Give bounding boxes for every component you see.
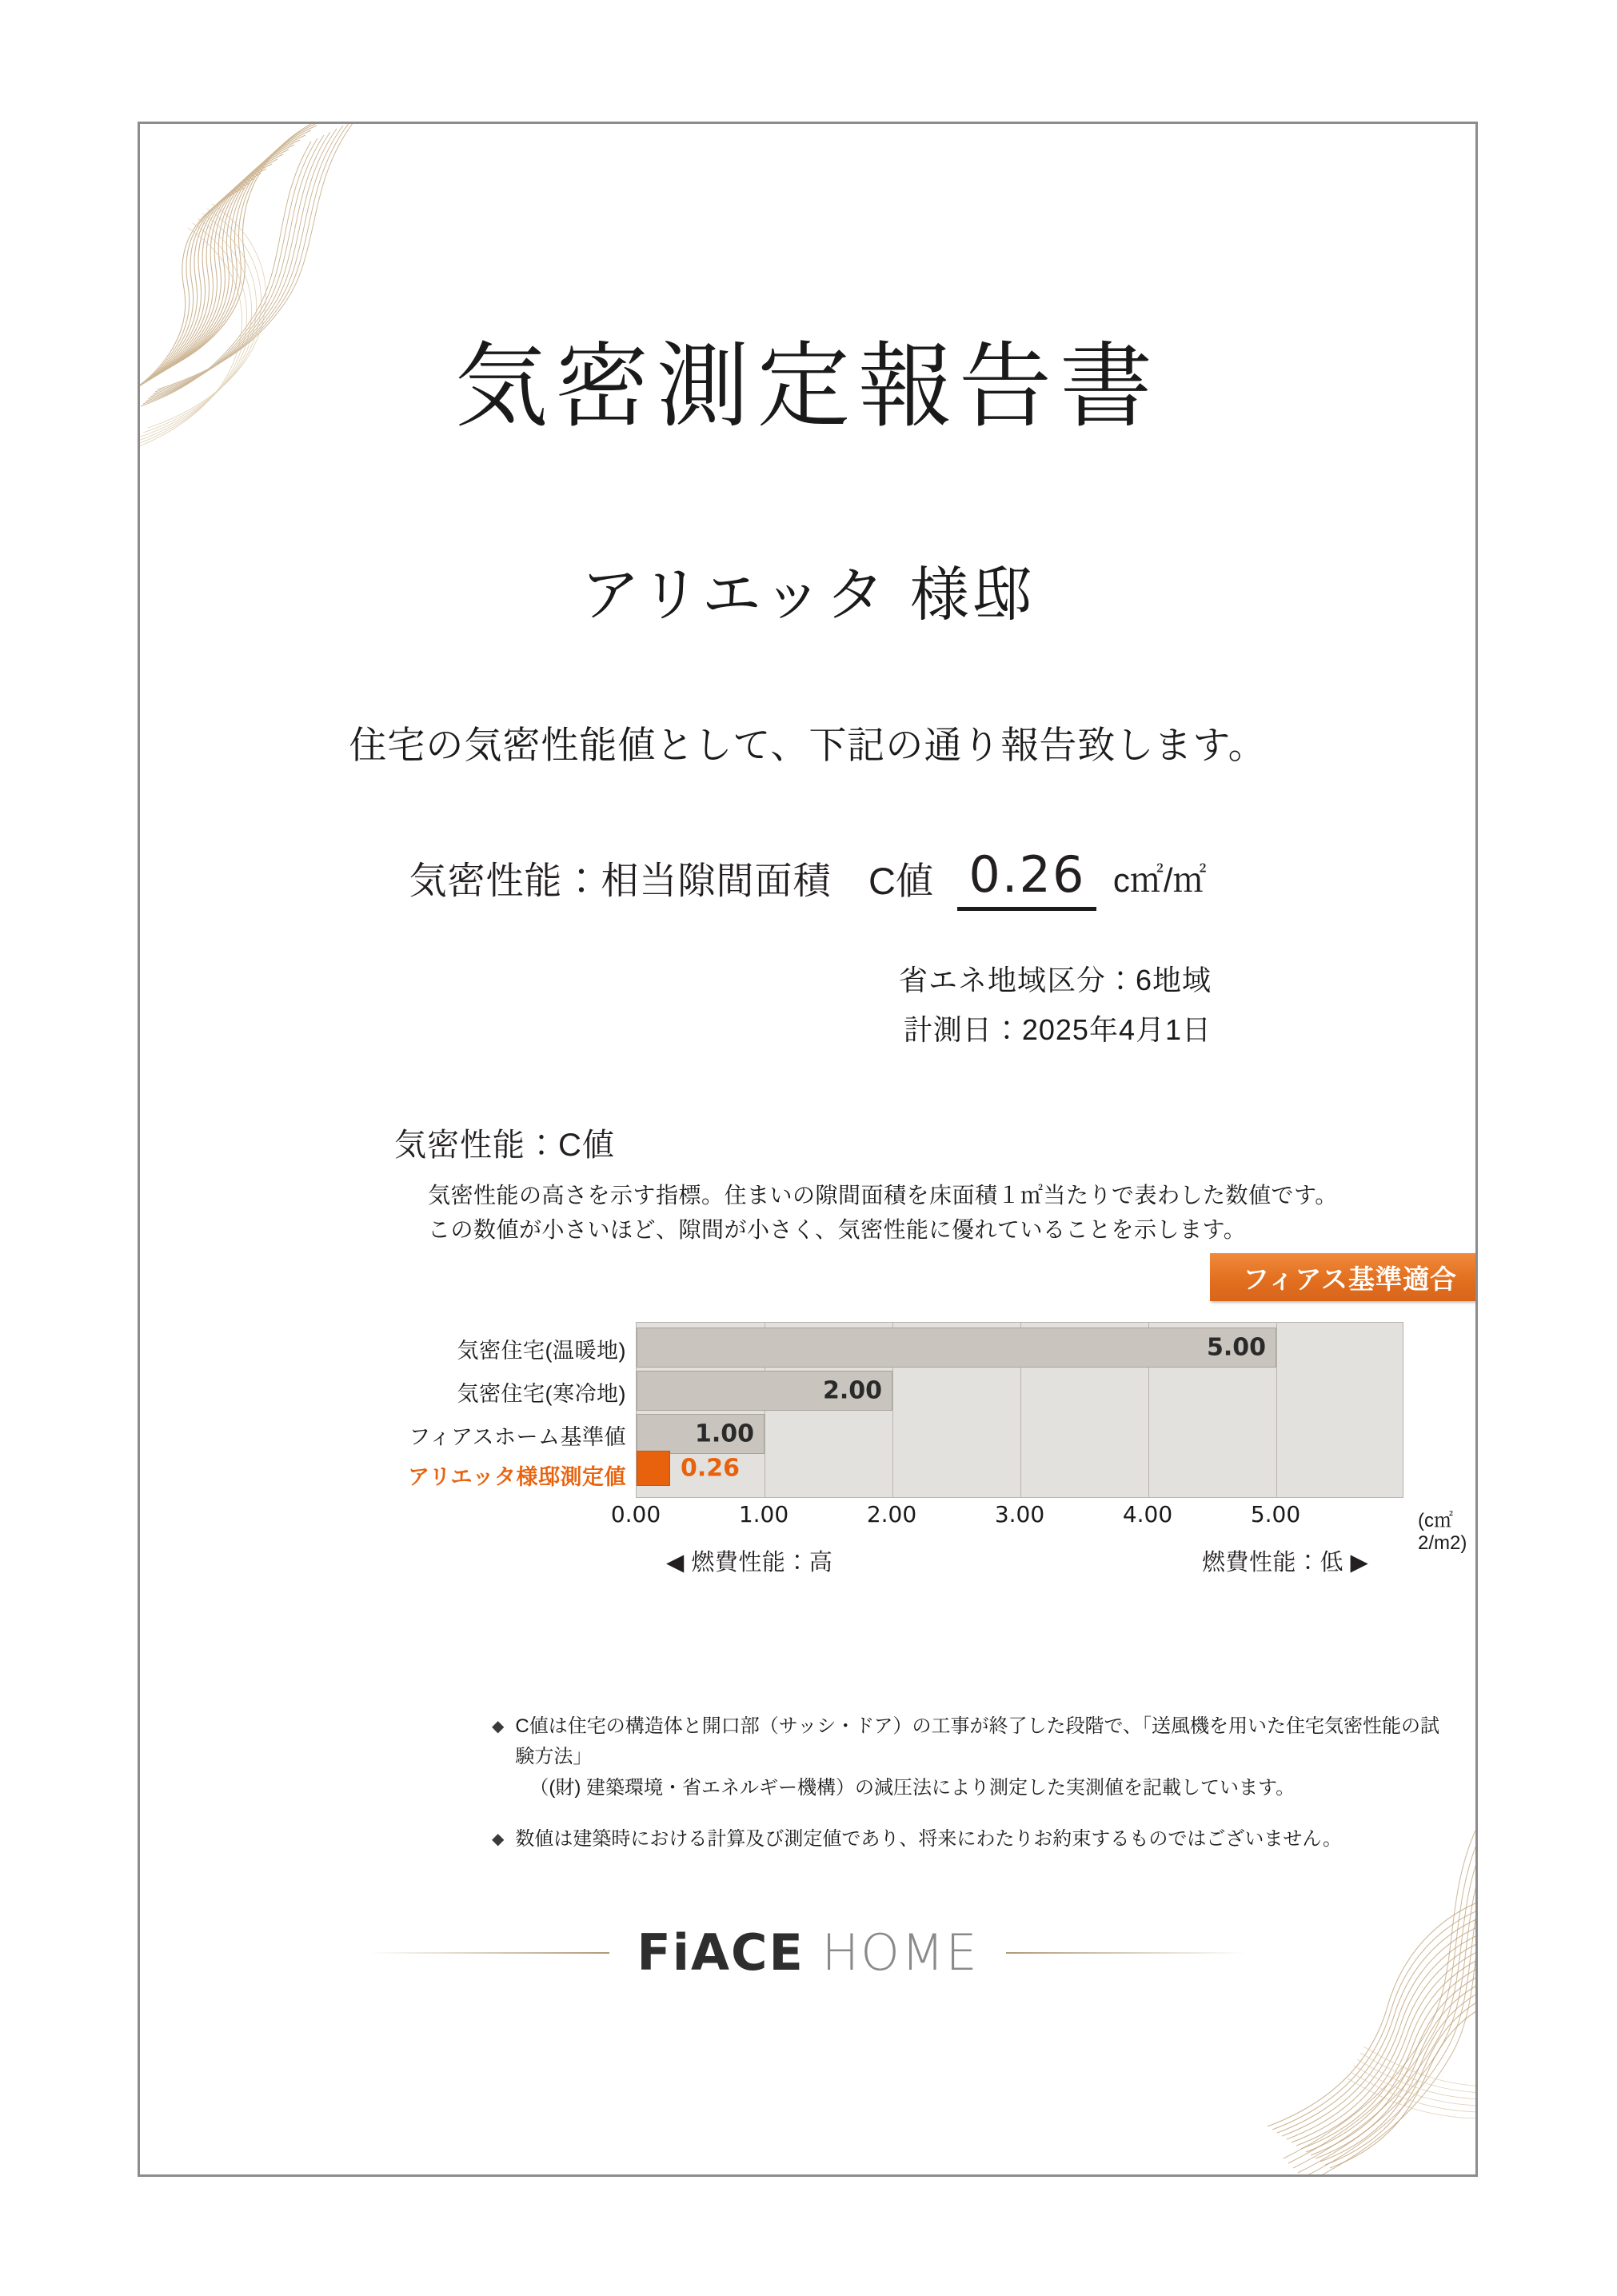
x-tick-0: 0.00 [610, 1501, 661, 1527]
bar-row-3 [637, 1451, 741, 1486]
bar-row-0 [637, 1328, 1276, 1368]
axis-note-left: ◀ 燃費性能：高 [666, 1550, 833, 1575]
page-title: 気密測定報告書 [455, 333, 1160, 441]
note-0-line-1: C値は住宅の構造体と開口部（サッシ・ドア）の工事が終了した段階で、「送風機を用いた住宅気密性能の試験方法」 [515, 1715, 1440, 1768]
result-label: 気密性能：相当隙間面積 [409, 859, 832, 902]
x-tick-2: 2.00 [866, 1501, 917, 1527]
bar-value-0: 5.00 [1206, 1333, 1266, 1362]
note-1-line-1: 数値は建築時における計算及び測定値であり、将来にわたりお約束するものではございません。 [515, 1828, 1342, 1851]
axis-note-right: 燃費性能：低 ▶ [1202, 1550, 1369, 1575]
bar-value-1: 2.00 [822, 1376, 882, 1405]
bar-row-2 [637, 1414, 765, 1454]
bar-value-2: 1.00 [694, 1420, 754, 1448]
brand-name-part2: HOME [821, 1923, 979, 1982]
x-tick-1: 1.00 [738, 1501, 789, 1527]
brand-name [637, 1923, 978, 1982]
diamond-icon: ◆ [492, 1718, 505, 1735]
brand-name-part1: FiACE [637, 1923, 805, 1982]
explanation-heading: 気密性能：C値 [394, 1128, 615, 1163]
note-body [515, 1711, 1451, 1803]
x-tick-4: 4.00 [1122, 1501, 1173, 1527]
category-label-0: 気密住宅(温暖地) [457, 1339, 626, 1363]
gridline-5 [1276, 1323, 1277, 1497]
diamond-icon: ◆ [492, 1831, 505, 1849]
report-page [138, 122, 1478, 2177]
x-tick-5: 5.00 [1250, 1501, 1301, 1527]
x-tick-3: 3.00 [994, 1501, 1045, 1527]
category-label-1: 気密住宅(寒冷地) [457, 1382, 626, 1406]
note-body [515, 1824, 1341, 1855]
category-label-2: フィアスホーム基準値 [409, 1425, 626, 1449]
bar-row-1 [637, 1371, 892, 1411]
chart-plot-area [636, 1322, 1403, 1498]
brand-rule-left [369, 1952, 609, 1954]
result-metric-name: C値 [868, 859, 933, 902]
category-label-3: アリエッタ様邸測定値 [408, 1465, 626, 1489]
region-classification: 省エネ地域区分：6地域 [898, 964, 1212, 996]
explanation-line-2: この数値が小さいほど、隙間が小さく、気密性能に優れていることを示します。 [428, 1217, 1247, 1243]
result-value: 0.26 [957, 845, 1096, 911]
brand-footer [140, 1923, 1475, 1982]
explanation-body [428, 1178, 1338, 1248]
note-0-line-2: （(財) 建築環境・省エネルギー機構）の減圧法により測定した実測値を記載しています。 [529, 1776, 1296, 1799]
sub-info [899, 956, 1212, 1055]
result-unit: c㎡/㎡ [1112, 861, 1207, 899]
brand-rule-right [1006, 1952, 1246, 1954]
status-badge: フィアス基準適合 [1210, 1253, 1478, 1301]
explanation-line-1: 気密性能の高さを示す指標。住まいの隙間面積を床面積１㎡当たりで表わした数値です。 [428, 1183, 1338, 1208]
note-item [492, 1824, 1451, 1855]
result-line [140, 845, 1475, 911]
note-item [492, 1711, 1451, 1803]
notes-section [492, 1711, 1451, 1876]
client-name: アリエッタ 様邸 [581, 561, 1035, 629]
measurement-date: 計測日：2025年4月1日 [903, 1012, 1212, 1046]
c-value-bar-chart [408, 1300, 1478, 1587]
x-axis-unit: (c㎡2/m2) [1418, 1510, 1467, 1554]
bar-value-3: 0.26 [681, 1454, 741, 1483]
lead-statement: 住宅の気密性能値として、下記の通り報告致します。 [349, 724, 1267, 766]
